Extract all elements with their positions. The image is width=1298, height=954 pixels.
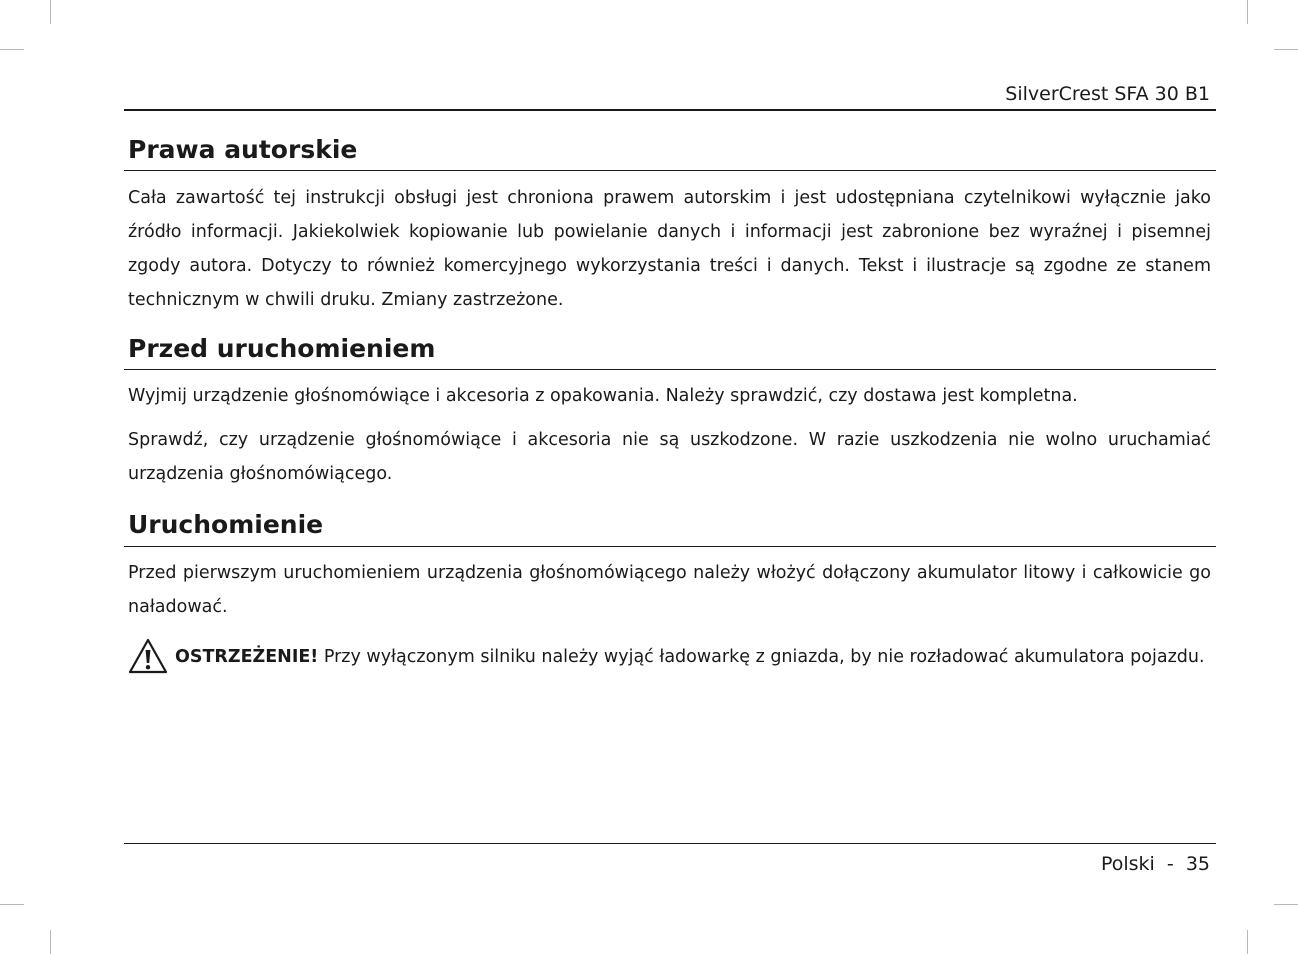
crop-mark [1274, 904, 1298, 905]
section-rule [124, 369, 1216, 370]
crop-mark [50, 0, 51, 24]
section-rule [124, 170, 1216, 171]
footer-page-number: Polski - 35 [1100, 853, 1210, 875]
crop-mark [1274, 49, 1298, 50]
section-rule [124, 546, 1216, 547]
crop-mark [0, 904, 24, 905]
warning-text: Przy wyłączonym silniku należy wyjąć ładowarkę z gniazda, by nie rozładować akumulatora pojazdu. [318, 647, 1205, 667]
check-damage-paragraph: Sprawdź, czy urządzenie głośnomówiące i akcesoria nie są uszkodzone. W razie uszkodzenia nie wolno uruchamiać urządzenia głośnomówiącego. [128, 430, 1211, 484]
warning-paragraph [175, 640, 1211, 674]
footer-rule [124, 843, 1216, 844]
first-start-paragraph: Przed pierwszym uruchomieniem urządzenia głośnomówiącego należy włożyć dołączony akumulator litowy i całkowicie go naładować. [128, 563, 1211, 617]
section-title-before-start: Przed uruchomieniem [128, 334, 436, 363]
section-title-start: Uruchomienie [128, 510, 324, 539]
crop-mark [50, 930, 51, 954]
section-title-copyright: Prawa autorskie [128, 135, 358, 164]
header-model-name: SilverCrest SFA 30 B1 [1005, 83, 1210, 105]
crop-mark [1247, 930, 1248, 954]
crop-mark [1247, 0, 1248, 24]
warning-label: OSTRZEŻENIE! [175, 647, 319, 667]
copyright-paragraph: Cała zawartość tej instrukcji obsługi jest chroniona prawem autorskim i jest udostępniana czytelnikowi wyłącznie jako źródło informacji. Jakiekolwiek kopiowanie lub powielanie danych i informacji jest zabronione bez wyraźnej i pisemnej zgody autora. Dotyczy to również komercyjnego wykorzystania treści i danych. Tekst i ilustracje są zgodne ze stanem technicznym w chwili druku. Zmiany zastrzeżone. [128, 188, 1211, 310]
warning-triangle-icon [128, 638, 168, 674]
crop-mark [0, 49, 24, 50]
unpack-paragraph: Wyjmij urządzenie głośnomówiące i akcesoria z opakowania. Należy sprawdzić, czy dostawa jest kompletna. [128, 386, 1078, 406]
header-rule [124, 109, 1216, 111]
